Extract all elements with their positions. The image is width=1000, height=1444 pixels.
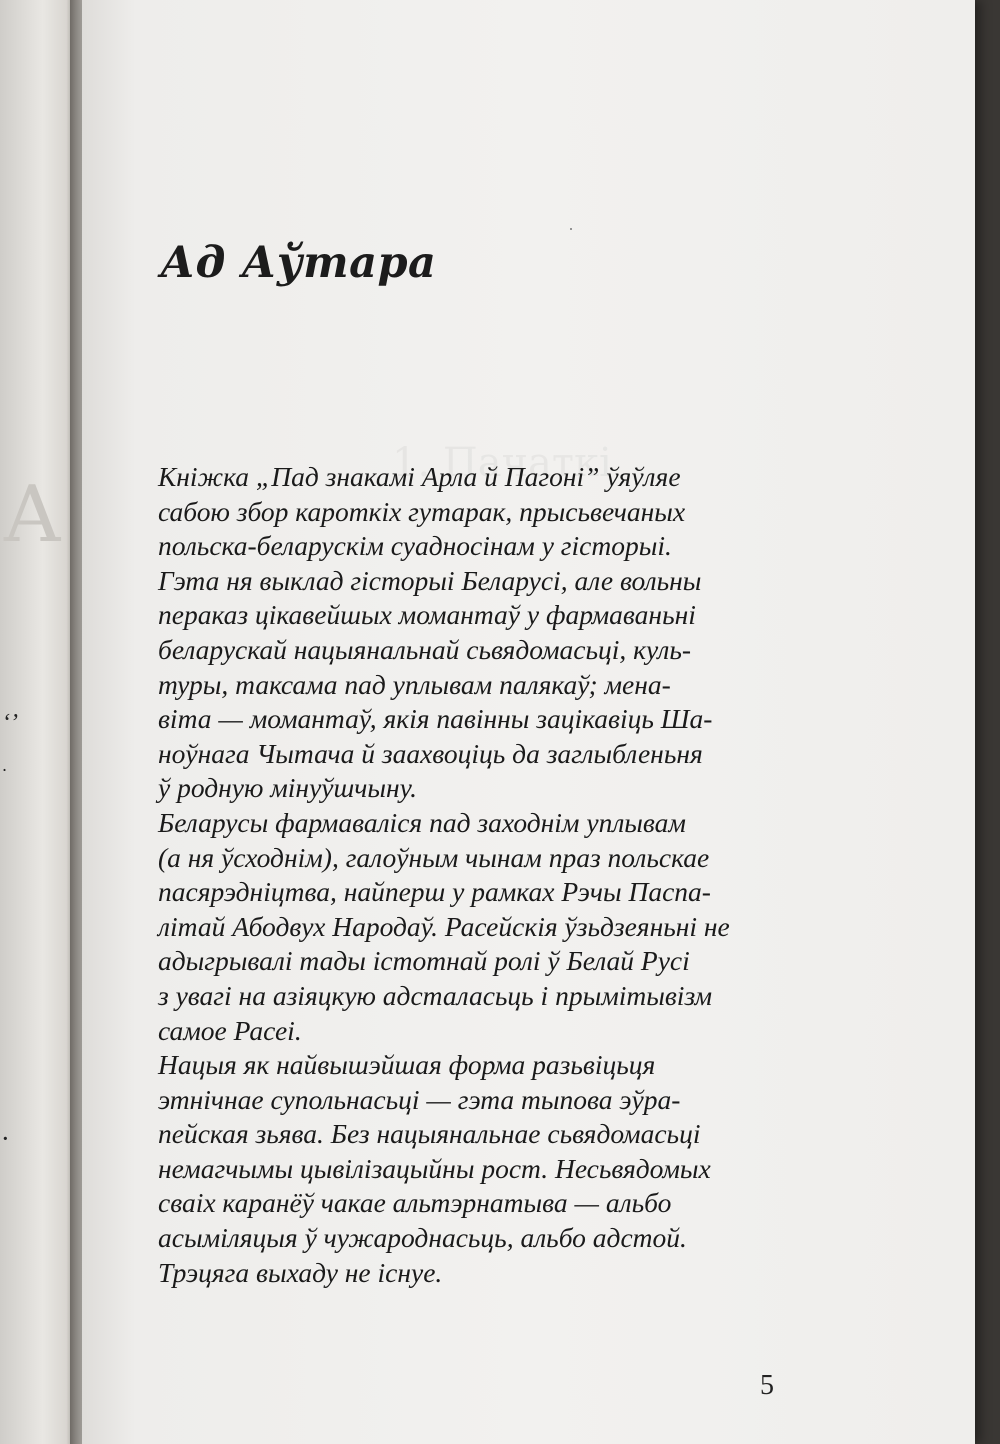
- text-line: Кніжка „Пад знакамі Арла й Пагоні” ўяўляе: [158, 461, 681, 492]
- previous-page-edge-mark: ·: [2, 760, 7, 780]
- previous-page-edge-mark: ʻʼ: [2, 710, 18, 736]
- text-line: пейская зьява. Без нацыянальнае сьвядомасьці: [158, 1118, 701, 1150]
- text-line: ноўнага Чытача й заахвоціць да заглыбленьня: [158, 737, 703, 769]
- text-line: этнічнае супольнасьці — гэта тыпова эўра-: [158, 1083, 681, 1115]
- text-line: Нацыя як найвышэйшая форма разьвіцьця: [158, 1049, 656, 1081]
- text-line: сваіх каранёў чакае альтэрнатыва — альбо: [158, 1187, 672, 1219]
- text-line: асыміляцыя ў чужароднасьць, альбо адстой.: [158, 1222, 687, 1254]
- paragraph-4: [158, 1256, 798, 1291]
- text-line: Беларусы фармаваліся пад заходнім уплывам: [158, 806, 686, 838]
- paper-speck: [570, 228, 572, 230]
- text-line: беларускай нацыянальнай сьвядомасьці, куль-: [158, 633, 692, 665]
- text-line: немагчымы цывілізацыйны рост. Несьвядомых: [158, 1152, 711, 1184]
- text-line: ў родную мінуўшчыну.: [158, 772, 417, 804]
- paragraph-2: [158, 806, 798, 1048]
- text-line: самое Расеі.: [158, 1014, 302, 1046]
- text-line: (а ня ўсходнім), галоўным чынам праз польскае: [158, 841, 710, 873]
- text-line: віта — момантаў, якія павінны зацікавіць Ша-: [158, 703, 713, 735]
- text-line: Гэта ня выклад гісторыі Беларусі, але вольны: [158, 564, 702, 596]
- text-line: пераказ цікавейшых момантаў у фармаваньні: [158, 599, 696, 631]
- body-text: [158, 460, 798, 1290]
- text-line: літай Абодвух Народаў. Расейскія ўзьдзеяньні не: [158, 910, 730, 942]
- book-page: [82, 0, 975, 1444]
- paragraph-1: [158, 460, 798, 806]
- text-line: сабою збор кароткіх гутарак, прысьвечаных: [158, 495, 686, 527]
- previous-page-edge-mark: ·: [2, 1128, 9, 1150]
- text-line: пасярэдніцтва, найперш у рамках Рэчы Паспа-: [158, 876, 711, 908]
- previous-page-edge: [0, 0, 78, 1444]
- page-title: Ад Аўтара: [160, 238, 437, 288]
- text-line: Трэцяга выхаду не існуе.: [158, 1256, 443, 1288]
- previous-page-ghost-letter: A: [4, 470, 61, 560]
- text-line: адыгрывалі тады істотнай ролі ў Белай Русі: [158, 945, 690, 977]
- paragraph-3: [158, 1048, 798, 1256]
- text-line: туры, таксама пад уплывам палякаў; мена-: [158, 668, 671, 700]
- text-line: польска-беларускім суадносінам у гісторыі.: [158, 530, 672, 562]
- page-number: 5: [760, 1370, 774, 1401]
- text-line: з увагі на азіяцкую адсталасьць і прымітывізм: [158, 979, 713, 1011]
